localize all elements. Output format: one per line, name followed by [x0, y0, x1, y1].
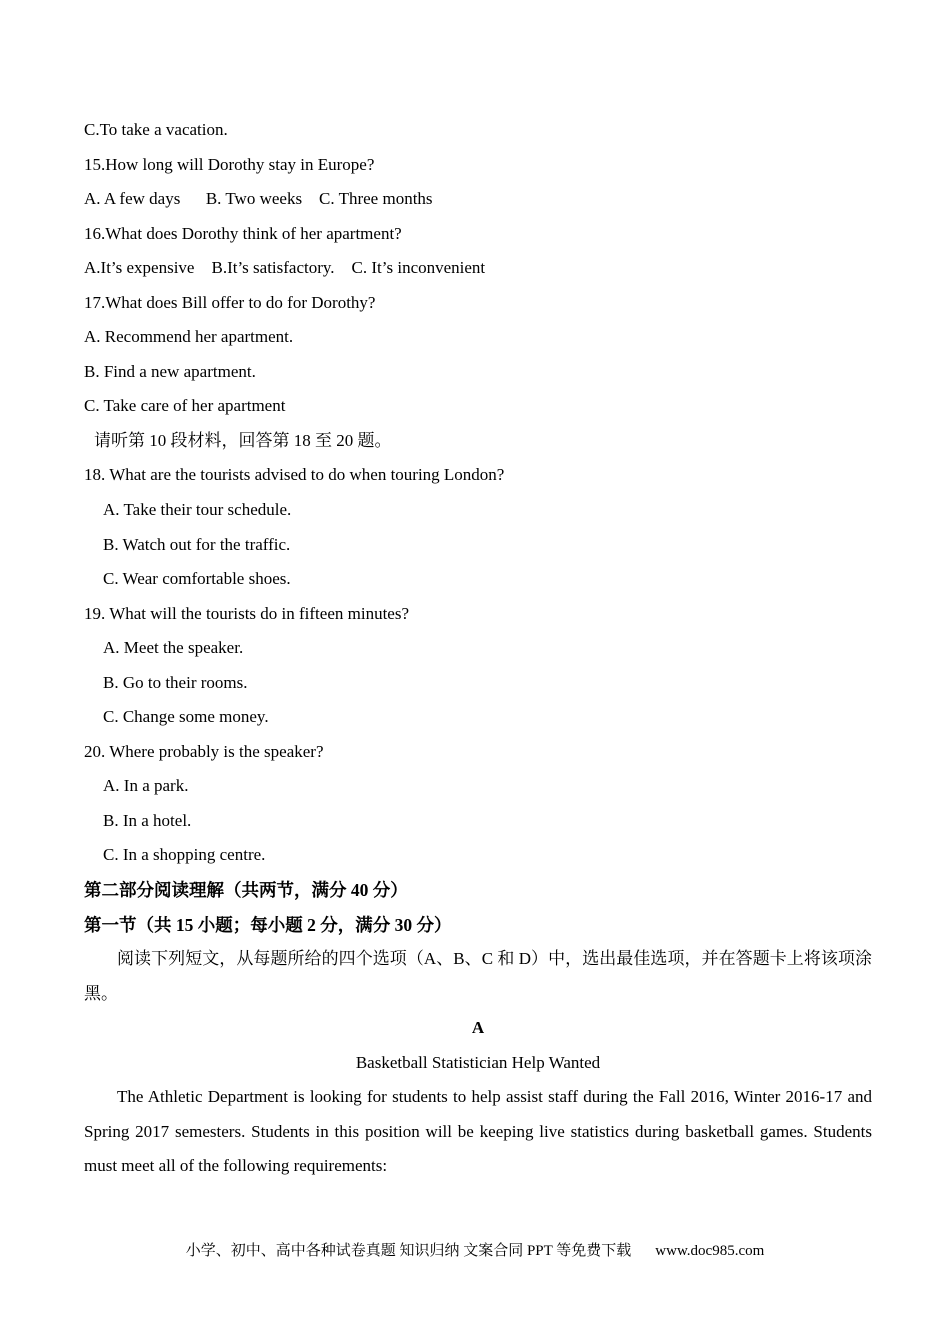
- option-17b: B. Find a new apartment.: [84, 361, 256, 381]
- question-20: 20. Where probably is the speaker?: [84, 741, 324, 761]
- reading-instruction-line2: 黑。: [84, 983, 118, 1003]
- footer-site-url: www.doc985.com: [655, 1243, 765, 1259]
- option-19c: C. Change some money.: [103, 707, 269, 727]
- options-15: A. A few days B. Two weeks C. Three months: [84, 189, 433, 209]
- option-19a: A. Meet the speaker.: [103, 638, 244, 658]
- option-18c: C. Wear comfortable shoes.: [103, 569, 291, 589]
- option-20c: C. In a shopping centre.: [103, 845, 266, 865]
- passage-body-line3: must meet all of the following requirements:: [84, 1156, 388, 1176]
- passage-body-line2: Spring 2017 semesters. Students in this position will be keeping live statistics during basketball games. Students: [84, 1121, 872, 1141]
- question-18: 18. What are the tourists advised to do when touring London?: [84, 465, 505, 485]
- option-20a: A. In a park.: [103, 776, 189, 796]
- passage-title: Basketball Statistician Help Wanted: [355, 1052, 601, 1072]
- document-body: [84, 113, 872, 1184]
- option-17c: C. Take care of her apartment: [84, 396, 286, 416]
- option-18a: A. Take their tour schedule.: [103, 500, 292, 520]
- question-19: 19. What will the tourists do in fifteen minutes?: [84, 603, 409, 623]
- passage-body-line1: The Athletic Department is looking for students to help assist staff during the Fall 2016, Winter 2016-17 and: [117, 1087, 872, 1107]
- listening-instruction: 请听第 10 段材料，回答第 18 至 20 题。: [94, 430, 392, 450]
- option-17a: A. Recommend her apartment.: [84, 327, 294, 347]
- reading-instruction-line1: 阅读下列短文，从每题所给的四个选项（A、B、C 和 D）中，选出最佳选项，并在答题卡上将该项涂: [117, 949, 872, 969]
- passage-label: A: [471, 1018, 485, 1038]
- option-18b: B. Watch out for the traffic.: [103, 534, 291, 554]
- options-16: A.It’s expensive B.It’s satisfactory. C. It’s inconvenient: [84, 258, 486, 278]
- section2-part1-heading: 第一节（共 15 小题；每小题 2 分，满分 30 分）: [84, 914, 452, 935]
- question-16: 16.What does Dorothy think of her apartment?: [84, 223, 402, 243]
- question-15: 15.How long will Dorothy stay in Europe?: [84, 154, 375, 174]
- option-20b: B. In a hotel.: [103, 810, 192, 830]
- page-footer: [0, 1240, 950, 1262]
- footer-promo-text: 小学、初中、高中各种试卷真题 知识归纳 文案合同 PPT 等免费下载: [185, 1243, 632, 1259]
- section2-heading: 第二部分阅读理解（共两节，满分 40 分）: [84, 880, 408, 901]
- option-19b: B. Go to their rooms.: [103, 672, 248, 692]
- option-14c: C.To take a vacation.: [84, 120, 228, 139]
- question-17: 17.What does Bill offer to do for Dorothy?: [84, 292, 376, 312]
